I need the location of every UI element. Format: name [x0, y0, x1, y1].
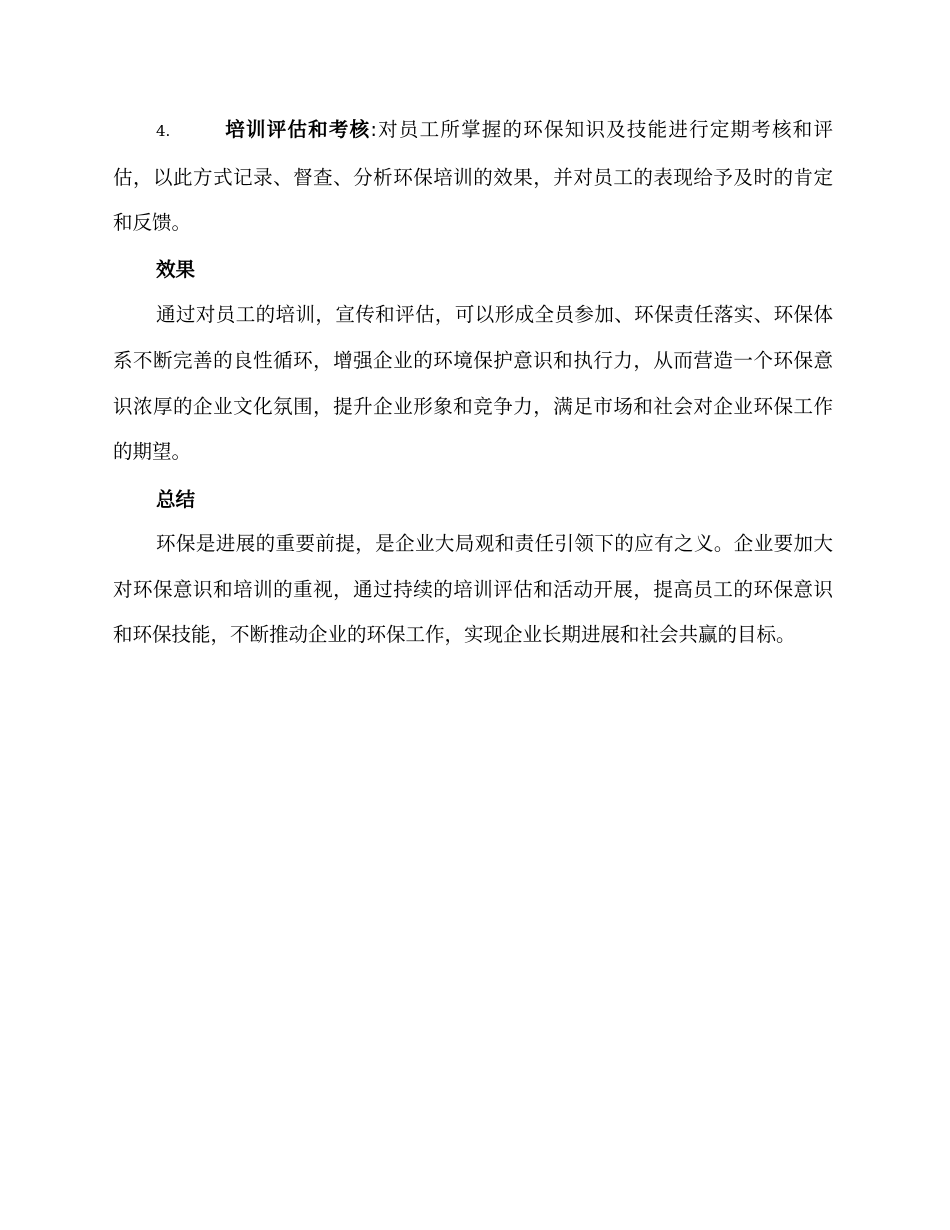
section-heading-summary: 总结	[156, 487, 196, 511]
list-item-title: 培训评估和考核	[224, 118, 371, 141]
list-item-text: 对员工所掌握的环保知识及技能进行定期考核和评估，以此方式记录、督查、分析环保培训的效果，并对员工的表现给予及时的肯定和反馈。	[113, 118, 833, 235]
document-page	[113, 107, 833, 658]
list-item-colon: :	[370, 118, 377, 141]
section-text-summary: 环保是进展的重要前提，是企业大局观和责任引领下的应有之义。企业要加大对环保意识和培训的重视，通过持续的培训评估和活动开展，提高员工的环保意识和环保技能，不断推动企业的环保工作，实现企业长期进展和社会共赢的目标。	[113, 531, 833, 647]
list-item-4	[113, 107, 833, 246]
list-item-number: 4.	[156, 122, 171, 140]
section-heading-effect: 效果	[156, 258, 196, 282]
section-text-effect: 通过对员工的培训，宣传和评估，可以形成全员参加、环保责任落实、环保体系不断完善的良性循环，增强企业的环境保护意识和执行力，从而营造一个环保意识浓厚的企业文化氛围，提升企业形象和竞争力，满足市场和社会对企业环保工作的期望。	[113, 303, 833, 464]
